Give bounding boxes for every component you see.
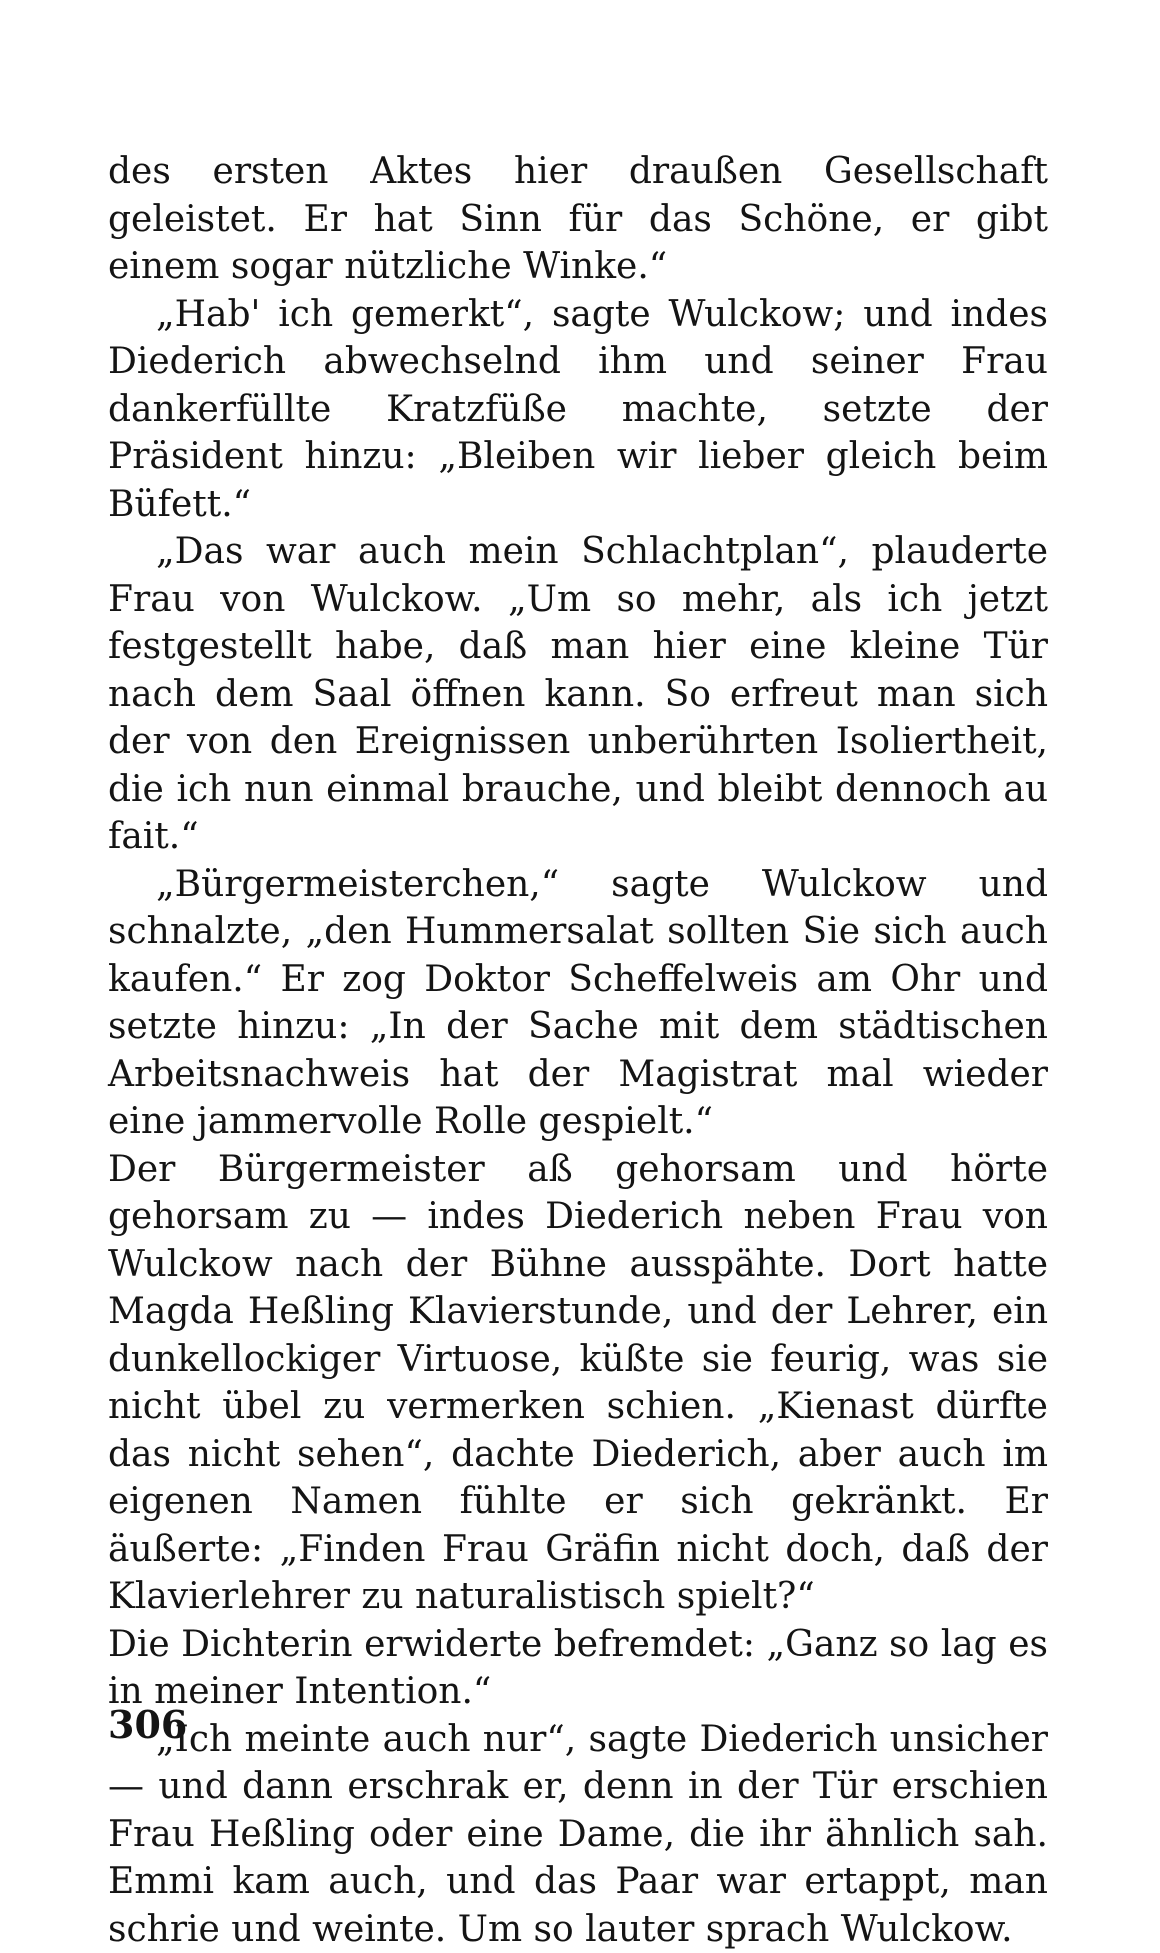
paragraph-4: „Bürgermeisterchen,“ sagte Wulckow und schnalzte, „den Hummersalat sollten Sie sich auch kaufen.“ Er zog Doktor Scheffelweis am Ohr und setzte hinzu: „In der Sache mit dem städtischen Arbeitsnachweis hat der Magistrat mal wieder eine jammervolle Rolle gespielt.“ — [108, 861, 1048, 1146]
paragraph-5: Der Bürgermeister aß gehorsam und hörte gehorsam zu — indes Diederich neben Frau von Wulckow nach der Bühne ausspähte. Dort hatte Magda Heßling Klavierstunde, und der Lehrer, ein dunkellockiger Virtuose, küßte sie feurig, was sie nicht übel zu vermerken schien. „Kienast dürfte das nicht sehen“, dachte Diederich, aber auch im eigenen Namen fühlte er sich gekränkt. Er äußerte: „Finden Frau Gräfin nicht doch, daß der Klavierlehrer zu naturalistisch spielt?“ — [108, 1146, 1048, 1621]
paragraph-1: des ersten Aktes hier draußen Gesellschaft geleistet. Er hat Sinn für das Schöne, er gibt einem sogar nützliche Winke.“ — [108, 148, 1048, 291]
paragraph-2: „Hab' ich gemerkt“, sagte Wulckow; und indes Diederich abwechselnd ihm und seiner Frau dankerfüllte Kratzfüße machte, setzte der Präsident hinzu: „Bleiben wir lieber gleich beim Büfett.“ — [108, 291, 1048, 529]
paragraph-7: „Ich meinte auch nur“, sagte Diederich unsicher — und dann erschrak er, denn in der Tür erschien Frau Heßling oder eine Dame, die ihr ähnlich sah. Emmi kam auch, und das Paar war ertappt, man schrie und weinte. Um so lauter sprach Wulckow. — [108, 1716, 1048, 1953]
page-number: 306 — [108, 1702, 187, 1747]
body-text — [108, 148, 1048, 1953]
paragraph-6: Die Dichterin erwiderte befremdet: „Ganz so lag es in meiner Intention.“ — [108, 1621, 1048, 1716]
paragraph-3: „Das war auch mein Schlachtplan“, plauderte Frau von Wulckow. „Um so mehr, als ich jetzt festgestellt habe, daß man hier eine kleine Tür nach dem Saal öffnen kann. So erfreut man sich der von den Ereignissen unberührten Isoliertheit, die ich nun einmal brauche, und bleibt dennoch au fait.“ — [108, 528, 1048, 861]
